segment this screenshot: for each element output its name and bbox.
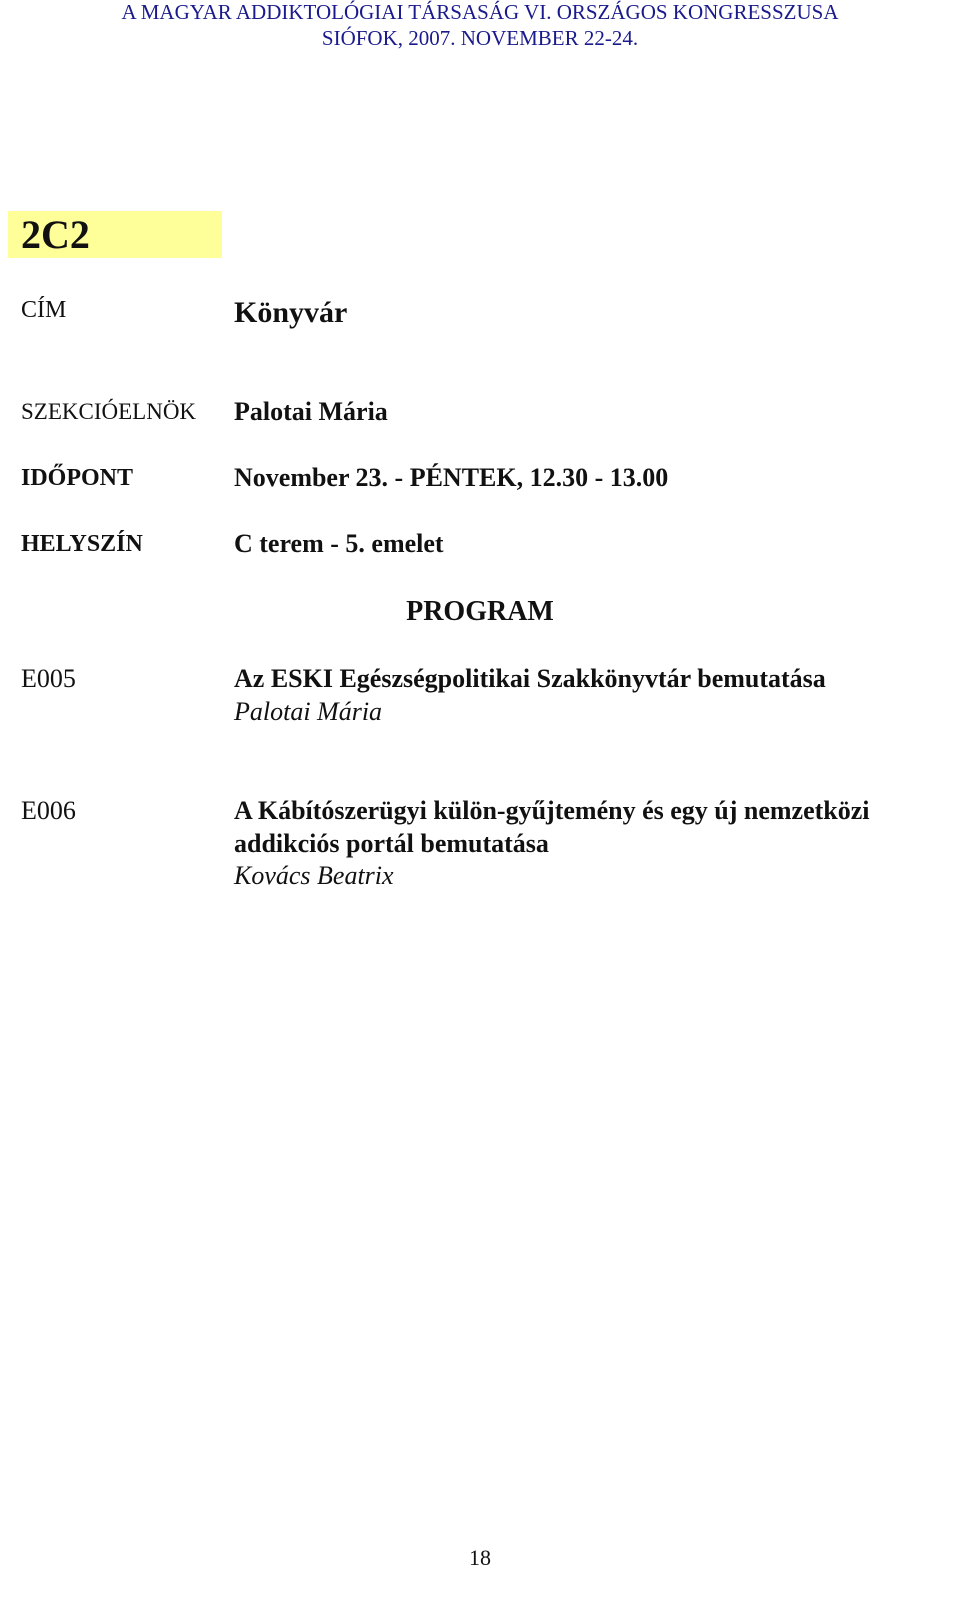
program-item-title-line: addikciós portál bemutatása: [234, 829, 549, 858]
program-heading: PROGRAM: [406, 596, 554, 627]
page-number: 18: [469, 1545, 491, 1570]
time-value: November 23. - PÉNTEK, 12.30 - 13.00: [234, 463, 669, 492]
program-item-title-line: A Kábítószerügyi külön-gyűjtemény és egy új nemzetközi: [234, 796, 870, 825]
program-item-title: [234, 662, 954, 695]
program-item-author: Palotai Mária: [234, 697, 383, 726]
header-congress-title: A MAGYAR ADDIKTOLÓGIAI TÁRSASÁG VI. ORSZÁGOS KONGRESSZUSA: [121, 0, 839, 24]
program-item-code: E006: [21, 796, 76, 825]
program-item-title-line: Az ESKI Egészségpolitikai Szakkönyvtár bemutatása: [234, 664, 826, 693]
session-code: 2C2: [21, 212, 90, 257]
program-item-title: [234, 794, 954, 860]
program-item-code: E005: [21, 664, 76, 693]
title-value: Könyvár: [234, 296, 348, 329]
chair-label: SZEKCIÓELNÖK: [21, 399, 197, 424]
time-label: IDŐPONT: [21, 465, 134, 491]
header-location-date: SIÓFOK, 2007. NOVEMBER 22-24.: [321, 26, 639, 50]
venue-label: HELYSZÍN: [21, 531, 143, 557]
venue-value: C terem - 5. emelet: [234, 529, 444, 558]
title-label: CÍM: [21, 297, 67, 323]
program-item-author: Kovács Beatrix: [234, 861, 394, 890]
session-code-box: [8, 211, 222, 258]
chair-value: Palotai Mária: [234, 397, 388, 426]
